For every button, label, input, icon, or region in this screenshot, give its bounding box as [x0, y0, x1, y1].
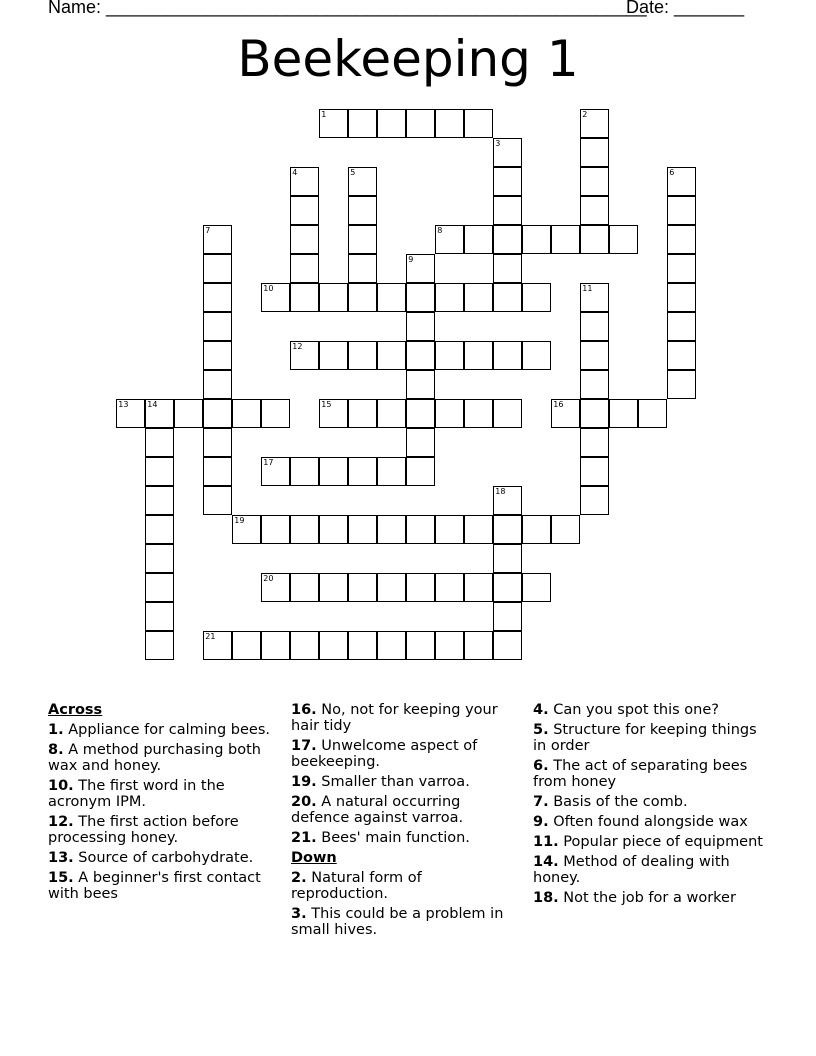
grid-cell[interactable] [174, 399, 203, 428]
grid-cell[interactable] [348, 225, 377, 254]
clue-across-1: 1. Appliance for calming bees. [48, 722, 270, 738]
grid-cell[interactable] [377, 515, 406, 544]
grid-cell[interactable] [493, 573, 522, 602]
grid-cell[interactable] [464, 341, 493, 370]
grid-cell[interactable] [203, 341, 232, 370]
grid-cell[interactable] [145, 486, 174, 515]
grid-cell[interactable] [232, 515, 261, 544]
grid-cell[interactable] [667, 312, 696, 341]
clue-number: 4 [292, 168, 298, 178]
grid-cell[interactable] [290, 515, 319, 544]
grid-cell[interactable] [145, 515, 174, 544]
name-field[interactable]: Name: ______________________________________________________ [48, 0, 647, 17]
grid-cell[interactable] [319, 515, 348, 544]
clue-number: 16 [553, 400, 564, 410]
clue-down-3: 3. This could be a problem in small hives. [291, 906, 504, 938]
grid-cell[interactable] [348, 254, 377, 283]
clue-across-13: 13. Source of carbohydrate. [48, 850, 254, 866]
grid-cell[interactable] [377, 399, 406, 428]
grid-cell[interactable] [406, 457, 435, 486]
grid-cell[interactable] [319, 631, 348, 660]
clues-column-1 [48, 702, 280, 906]
grid-cell[interactable] [145, 457, 174, 486]
grid-cell[interactable] [406, 399, 435, 428]
down-heading: Down [291, 850, 337, 866]
grid-cell[interactable] [348, 167, 377, 196]
grid-cell[interactable] [406, 341, 435, 370]
clue-down-18: 18. Not the job for a worker [533, 890, 736, 906]
grid-cell[interactable] [580, 225, 609, 254]
grid-cell[interactable] [319, 457, 348, 486]
grid-cell[interactable] [377, 573, 406, 602]
grid-cell[interactable] [203, 225, 232, 254]
grid-cell[interactable] [290, 254, 319, 283]
grid-cell[interactable] [406, 370, 435, 399]
grid-cell[interactable] [435, 573, 464, 602]
grid-cell[interactable] [406, 428, 435, 457]
clue-number: 8 [437, 226, 443, 236]
grid-cell[interactable] [319, 399, 348, 428]
grid-cell[interactable] [551, 399, 580, 428]
clue-across-10: 10. The first word in the acronym IPM. [48, 778, 225, 810]
across-heading: Across [48, 702, 103, 718]
grid-cell[interactable] [319, 341, 348, 370]
grid-cell[interactable] [464, 109, 493, 138]
grid-cell[interactable] [580, 109, 609, 138]
grid-cell[interactable] [551, 225, 580, 254]
grid-cell[interactable] [319, 283, 348, 312]
grid-cell[interactable] [377, 631, 406, 660]
grid-cell[interactable] [261, 631, 290, 660]
grid-cell[interactable] [319, 573, 348, 602]
grid-cell[interactable] [406, 109, 435, 138]
grid-cell[interactable] [261, 283, 290, 312]
grid-cell[interactable] [406, 254, 435, 283]
grid-cell[interactable] [493, 399, 522, 428]
grid-cell[interactable] [290, 196, 319, 225]
clue-number: 9 [408, 255, 414, 265]
grid-cell[interactable] [261, 515, 290, 544]
grid-cell[interactable] [116, 399, 145, 428]
grid-cell[interactable] [377, 457, 406, 486]
grid-cell[interactable] [203, 312, 232, 341]
grid-cell[interactable] [406, 573, 435, 602]
grid-cell[interactable] [667, 196, 696, 225]
grid-cell[interactable] [493, 138, 522, 167]
grid-cell[interactable] [493, 196, 522, 225]
clue-number: 13 [118, 400, 129, 410]
grid-cell[interactable] [464, 399, 493, 428]
grid-cell[interactable] [435, 399, 464, 428]
clue-across-8: 8. A method purchasing both wax and honey. [48, 742, 261, 774]
grid-cell[interactable] [580, 283, 609, 312]
grid-cell[interactable] [580, 370, 609, 399]
clue-number: 21 [205, 632, 216, 642]
grid-cell[interactable] [348, 196, 377, 225]
grid-cell[interactable] [406, 515, 435, 544]
grid-cell[interactable] [493, 167, 522, 196]
grid-cell[interactable] [435, 341, 464, 370]
clue-down-7: 7. Basis of the comb. [533, 794, 688, 810]
grid-cell[interactable] [290, 283, 319, 312]
grid-cell[interactable] [377, 341, 406, 370]
clue-number: 15 [321, 400, 332, 410]
grid-cell[interactable] [377, 283, 406, 312]
grid-cell[interactable] [580, 138, 609, 167]
grid-cell[interactable] [145, 573, 174, 602]
grid-cell[interactable] [290, 167, 319, 196]
grid-cell[interactable] [522, 573, 551, 602]
clue-down-5: 5. Structure for keeping things in order [533, 722, 757, 754]
grid-cell[interactable] [406, 283, 435, 312]
grid-cell[interactable] [290, 341, 319, 370]
grid-cell[interactable] [348, 515, 377, 544]
grid-cell[interactable] [203, 457, 232, 486]
grid-cell[interactable] [348, 457, 377, 486]
clue-across-15: 15. A beginner's first contact with bees [48, 870, 261, 902]
clues-column-3 [533, 702, 773, 910]
grid-cell[interactable] [290, 631, 319, 660]
grid-cell[interactable] [435, 225, 464, 254]
clue-number: 19 [234, 516, 245, 526]
grid-cell[interactable] [667, 283, 696, 312]
grid-cell[interactable] [406, 312, 435, 341]
grid-cell[interactable] [435, 515, 464, 544]
grid-cell[interactable] [464, 283, 493, 312]
clue-across-17: 17. Unwelcome aspect of beekeeping. [291, 738, 478, 770]
grid-cell[interactable] [522, 283, 551, 312]
grid-cell[interactable] [464, 573, 493, 602]
clue-number: 11 [582, 284, 593, 294]
clue-across-16: 16. No, not for keeping your hair tidy [291, 702, 498, 734]
grid-cell[interactable] [203, 631, 232, 660]
grid-cell[interactable] [435, 283, 464, 312]
grid-cell[interactable] [377, 109, 406, 138]
grid-cell[interactable] [580, 196, 609, 225]
grid-cell[interactable] [493, 544, 522, 573]
date-field[interactable]: Date: _______ [626, 0, 745, 17]
clue-down-6: 6. The act of separating bees from honey [533, 758, 748, 790]
clue-across-12: 12. The first action before processing honey. [48, 814, 239, 846]
page-title: Beekeeping 1 [237, 30, 579, 88]
clue-number: 17 [263, 458, 274, 468]
clue-down-2: 2. Natural form of reproduction. [291, 870, 422, 902]
grid-cell[interactable] [667, 254, 696, 283]
grid-cell[interactable] [522, 341, 551, 370]
grid-cell[interactable] [493, 515, 522, 544]
grid-cell[interactable] [522, 225, 551, 254]
grid-cell[interactable] [464, 515, 493, 544]
grid-cell[interactable] [667, 167, 696, 196]
clue-number: 2 [582, 110, 588, 120]
grid-cell[interactable] [493, 225, 522, 254]
grid-cell[interactable] [290, 573, 319, 602]
clue-down-14: 14. Method of dealing with honey. [533, 854, 730, 886]
grid-cell[interactable] [261, 399, 290, 428]
clue-number: 18 [495, 487, 506, 497]
clues-column-2 [291, 702, 523, 942]
grid-cell[interactable] [464, 631, 493, 660]
grid-cell[interactable] [667, 341, 696, 370]
grid-cell[interactable] [319, 109, 348, 138]
clue-number: 14 [147, 400, 158, 410]
grid-cell[interactable] [232, 631, 261, 660]
grid-cell[interactable] [493, 486, 522, 515]
grid-cell[interactable] [493, 602, 522, 631]
grid-cell[interactable] [348, 109, 377, 138]
clue-number: 12 [292, 342, 303, 352]
grid-cell[interactable] [203, 486, 232, 515]
grid-cell[interactable] [609, 399, 638, 428]
grid-cell[interactable] [551, 515, 580, 544]
grid-cell[interactable] [435, 631, 464, 660]
clue-down-9: 9. Often found alongside wax [533, 814, 748, 830]
grid-cell[interactable] [348, 631, 377, 660]
grid-cell[interactable] [493, 254, 522, 283]
clue-across-19: 19. Smaller than varroa. [291, 774, 470, 790]
clue-number: 10 [263, 284, 274, 294]
grid-cell[interactable] [667, 225, 696, 254]
grid-cell[interactable] [290, 225, 319, 254]
grid-cell[interactable] [145, 631, 174, 660]
grid-cell[interactable] [261, 457, 290, 486]
clue-number: 5 [350, 168, 356, 178]
grid-cell[interactable] [609, 225, 638, 254]
grid-cell[interactable] [348, 573, 377, 602]
grid-cell[interactable] [435, 109, 464, 138]
grid-cell[interactable] [493, 283, 522, 312]
grid-cell[interactable] [667, 370, 696, 399]
grid-cell[interactable] [638, 399, 667, 428]
grid-cell[interactable] [232, 399, 261, 428]
clue-number: 7 [205, 226, 211, 236]
grid-cell[interactable] [580, 341, 609, 370]
clue-down-11: 11. Popular piece of equipment [533, 834, 763, 850]
grid-cell[interactable] [580, 167, 609, 196]
grid-cell[interactable] [145, 602, 174, 631]
grid-cell[interactable] [464, 225, 493, 254]
grid-cell[interactable] [348, 399, 377, 428]
clue-number: 6 [669, 168, 675, 178]
grid-cell[interactable] [348, 283, 377, 312]
grid-cell[interactable] [580, 428, 609, 457]
grid-cell[interactable] [406, 631, 435, 660]
grid-cell[interactable] [580, 486, 609, 515]
grid-cell[interactable] [145, 428, 174, 457]
grid-cell[interactable] [203, 370, 232, 399]
grid-cell[interactable] [145, 399, 174, 428]
clue-down-4: 4. Can you spot this one? [533, 702, 719, 718]
grid-cell[interactable] [261, 573, 290, 602]
grid-cell[interactable] [580, 399, 609, 428]
clue-across-20: 20. A natural occurring defence against varroa. [291, 794, 464, 826]
grid-cell[interactable] [493, 631, 522, 660]
grid-cell[interactable] [290, 457, 319, 486]
grid-cell[interactable] [203, 399, 232, 428]
grid-cell[interactable] [145, 544, 174, 573]
grid-cell[interactable] [203, 254, 232, 283]
clue-number: 3 [495, 139, 501, 149]
grid-cell[interactable] [203, 283, 232, 312]
grid-cell[interactable] [493, 341, 522, 370]
grid-cell[interactable] [522, 515, 551, 544]
grid-cell[interactable] [348, 341, 377, 370]
grid-cell[interactable] [203, 428, 232, 457]
clue-number: 20 [263, 574, 274, 584]
clue-across-21: 21. Bees' main function. [291, 830, 470, 846]
grid-cell[interactable] [580, 457, 609, 486]
clue-number: 1 [321, 110, 327, 120]
grid-cell[interactable] [580, 312, 609, 341]
